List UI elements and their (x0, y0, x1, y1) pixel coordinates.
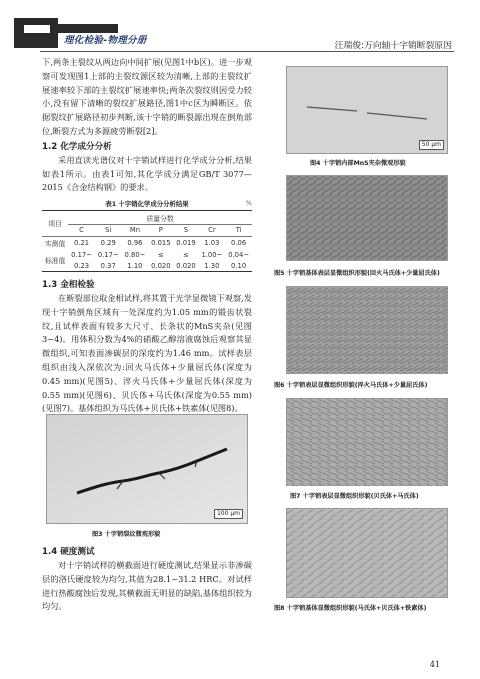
table1-cell: 1.10 (122, 260, 149, 271)
figure5-caption: 图5 十字销基体表层显微组织形貌(回火马氏体+少量屈氏体) (274, 270, 440, 277)
figure7-caption: 图7 十字销表层显微组织形貌(贝氏体+马氏体) (290, 493, 419, 500)
figure6-caption: 图6 十字销表层显微组织形貌(淬火马氏体+少量屈氏体) (274, 382, 428, 389)
micrograph-texture (287, 399, 447, 485)
table-row (42, 260, 252, 271)
table1-cell: 0.04~ (228, 250, 250, 259)
table1-cell: 0.37 (95, 260, 122, 271)
micrograph-texture (287, 176, 447, 260)
table-row (42, 236, 252, 249)
section-heading-1-2: 1.2 化学成分分析 (42, 141, 112, 152)
micrograph-texture (287, 287, 447, 373)
table1-cell: 0.020 (148, 260, 173, 271)
figure4-caption: 图4 十字销内部MnS夹杂微观形貌 (310, 160, 406, 167)
figure3-scale: 100 μm (214, 509, 243, 519)
table1-col: C (68, 224, 95, 236)
table1-cell: 0.06 (231, 239, 247, 248)
table1-col: Mn (122, 224, 149, 236)
table1-cell: 0.019 (176, 239, 196, 248)
crack-image (47, 415, 247, 523)
figure7-micrograph (286, 398, 448, 486)
table1-group-header: 质量分数 (68, 211, 252, 225)
table1-cell: 0.21 (73, 239, 90, 248)
table1-col: Cr (199, 224, 226, 236)
figure4-scale: 50 μm (419, 140, 444, 150)
table1-cell: ≤ (158, 250, 164, 259)
table1-cell: 0.020 (173, 260, 198, 271)
table1-title (42, 199, 252, 208)
section-heading-1-3: 1.3 金相检验 (42, 280, 95, 291)
figure4-mns-inclusion (286, 66, 448, 154)
table1-chemical-composition (42, 210, 252, 272)
table1-cell: 0.17~ (71, 250, 92, 259)
table1-row-header: 项目 (42, 211, 68, 237)
left-column (42, 56, 252, 416)
section-1-4 (42, 545, 252, 614)
table1-cell: 1.03 (204, 239, 220, 248)
table1-col: S (173, 224, 198, 236)
paragraph-chemical: 采用直读光谱仪对十字销试样进行化学成分分析,结果如表1所示。由表1可知,其化学成分满足GB/T 3077—2015《合金结构钢》的要求。 (42, 154, 252, 193)
figure6-micrograph (286, 286, 448, 374)
figure8-caption: 图8 十字销基体显微组织形貌(马氏体+贝氏体+铁素体) (274, 605, 427, 612)
table1-cell: 0.015 (151, 239, 171, 248)
paragraph-metallography: 在断裂部位取金相试样,将其置于光学显微镜下观察,发现十字销倒角区域有一处深度约为1.05 mm的锻齿状裂纹,且试样表面有较多大尺寸、长条状的MnS夹杂(见图3~4)。用体积分数为4%的硝酸乙醇溶液腐蚀后观察其显微组织,可知表面渗碳层的深度约为1.46 mm。试样表层组织由浅入深依次为:回火马氏体+少量屈氏体(深度为0.45 mm)(见图5)、淬火马氏体+少量屈氏体(深度为0.55 mm)(见图6)、贝氏体+马氏体(深度为0.55 mm)(见图7)。基体组织为马氏体+贝氏体+铁素体(见图8)。 (42, 293, 252, 414)
table1-col: Si (95, 224, 122, 236)
header-rule (40, 51, 454, 52)
page-number: 41 (429, 660, 440, 669)
micrograph-texture (287, 509, 447, 597)
figure8-micrograph (286, 508, 448, 598)
table1-col: P (148, 224, 173, 236)
table1-cell: 0.10 (225, 260, 252, 271)
table-row (42, 250, 252, 261)
table1-cell: 1.00~ (201, 250, 223, 259)
figure5-micrograph (286, 175, 448, 261)
table1-column-headers (42, 224, 252, 236)
table1-cell: 0.96 (127, 239, 143, 248)
table1-cell: 0.29 (100, 239, 116, 248)
table1-cell: 0.23 (68, 260, 95, 271)
paragraph-hardness: 对十字销试样的横截面进行硬度测试,结果显示非渗碳层的洛氏硬度较为均匀,其值为28.1~31.2 HRC。对试样进行热酸腐蚀后发现,其横截面无明显的缺陷,基体组织较为均匀。 (42, 560, 252, 612)
figure3-caption: 图3 十字销裂纹微观形貌 (92, 531, 161, 538)
logo-mark (14, 18, 58, 48)
section-heading-1-4: 1.4 硬度测试 (42, 547, 95, 557)
figure3-crack-micrograph (46, 414, 248, 524)
table1-cell: 1.30 (199, 260, 226, 271)
table1-unit: % (245, 199, 252, 208)
table1-col: Ti (225, 224, 252, 236)
table1-row-label: 标准值 (42, 250, 68, 272)
table1-cell: ≤ (183, 250, 189, 259)
journal-name: 理化检验-物理分册 (64, 35, 147, 46)
running-title: 汪瑞俊:万向轴十字销断裂原因 (334, 41, 452, 51)
table1-cell: 0.80~ (124, 250, 146, 259)
paragraph-fracture: 下,两条主裂纹从两边向中间扩展(见图1中b区)。进一步观察可发现图1上部的主裂纹源区较为清晰,上部的主裂纹扩展速率较下部的主裂纹扩展速率快;两条次裂纹则因受力较小,没有留下清晰的裂纹扩展路径,图1中c区为瞬断区。依据裂纹扩展路径初步判断,该十字销的断裂源出现在倒角部位,断裂方式为多源疲劳断裂[2]。 (42, 57, 252, 136)
table1-caption: 表1 十字销化学成分分析结果 (105, 200, 189, 209)
table1-row-label: 实测值 (44, 240, 66, 249)
table1-cell: 0.17~ (97, 250, 119, 259)
